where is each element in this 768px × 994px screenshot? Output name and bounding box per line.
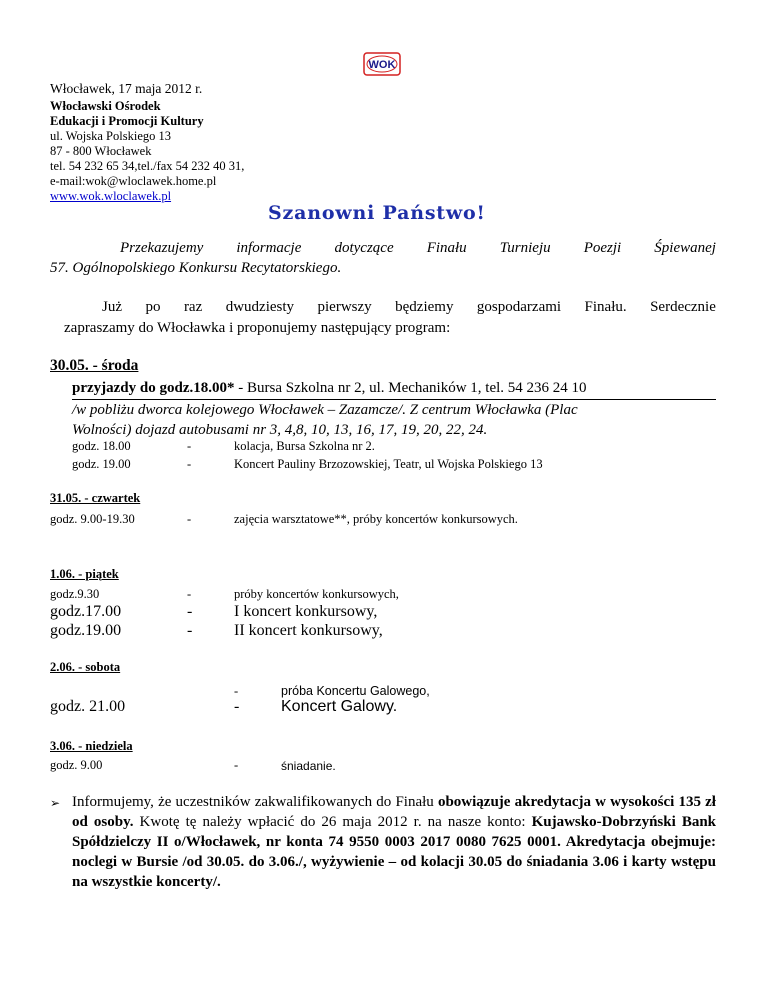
schedule-event: Koncert Pauliny Brzozowskiej, Teatr, ul Wojska Polskiego 13 xyxy=(234,457,543,471)
schedule-time: godz.17.00 xyxy=(50,603,122,620)
accreditation-text-2: Kwotę tę należy wpłacić do 26 maja 2012 r. na nasze konto: xyxy=(133,814,532,830)
schedule-event: śniadanie. xyxy=(281,759,336,773)
schedule-event: próby koncertów konkursowych, xyxy=(234,587,399,601)
word: Przekazujemy xyxy=(120,240,204,256)
arrival-sep: - xyxy=(234,380,247,396)
schedule-event: II koncert konkursowy, xyxy=(234,622,383,639)
word: pierwszy xyxy=(317,299,372,315)
word: Turnieju xyxy=(499,240,551,256)
word: po xyxy=(145,299,161,315)
schedule-dash: - xyxy=(187,512,192,526)
accreditation-text xyxy=(50,792,716,892)
day1-heading: 30.05. - środa xyxy=(50,357,139,374)
schedule-dash: - xyxy=(234,698,240,715)
invitation-line-2: zapraszamy do Włocławka i proponujemy następujący program: xyxy=(64,320,451,336)
directions-line-2: Wolności) dojazd autobusami nr 3, 4,8, 10, 13, 16, 17, 19, 20, 22, 24. xyxy=(72,422,488,438)
schedule-event: zajęcia warsztatowe**, próby koncertów konkursowych. xyxy=(234,512,518,526)
arrival-line xyxy=(72,378,716,400)
intro-line-2: 57. Ogólnopolskiego Konkursu Recytatorskiego. xyxy=(50,260,342,276)
schedule-dash: - xyxy=(187,439,192,453)
word: raz xyxy=(183,299,203,315)
day5-heading: 3.06. - niedziela xyxy=(50,739,133,753)
word: dwudziesty xyxy=(225,299,295,315)
schedule-dash: - xyxy=(187,622,193,639)
day3-heading: 1.06. - piątek xyxy=(50,567,119,581)
sender-block xyxy=(50,80,244,204)
accreditation-fee: obowiązuje akredytacja w wysokości 135 zł od osoby. xyxy=(72,794,716,830)
arrival-place: Bursa Szkolna nr 2, ul. Mechaników 1, tel. 54 236 24 10 xyxy=(247,380,587,396)
word: Poezji xyxy=(583,240,622,256)
schedule-event: Koncert Galowy. xyxy=(281,698,398,715)
arrival-deadline: przyjazdy do godz.18.00* xyxy=(72,380,235,396)
place-date: Włocławek, 17 maja 2012 r. xyxy=(50,81,203,96)
org-street: ul. Wojska Polskiego 13 xyxy=(50,129,171,143)
accreditation-paragraph xyxy=(50,792,716,892)
bullet-arrow-icon: ➢ xyxy=(50,796,61,810)
word: Serdecznie xyxy=(650,299,716,315)
invitation-paragraph xyxy=(64,297,716,339)
org-email: e-mail:wok@wloclawek.home.pl xyxy=(50,174,217,188)
word: będziemy xyxy=(395,299,454,315)
schedule-event: próba Koncertu Galowego, xyxy=(281,684,430,698)
schedule-dash: - xyxy=(234,684,239,698)
schedule-time: godz.19.00 xyxy=(50,622,122,639)
schedule-dash: - xyxy=(187,587,192,601)
schedule-time: godz. 18.00 xyxy=(72,439,131,453)
schedule-event: I koncert konkursowy, xyxy=(234,603,378,620)
accreditation-text-1: Informujemy, że uczestników zakwalifikowanych do Finału xyxy=(72,794,438,810)
day4-heading: 2.06. - sobota xyxy=(50,660,121,674)
accreditation-account: Kujawsko-Dobrzyński Bank Spółdzielczy II o/Włocławek, nr konta 74 9550 0003 2017 0080 7625 0001. Akredytacja obejmuje: noclegi w Bursie /od 30.05. do 3.06./, wyżywienie – od kolacji 30.05 do śniadania 3.06 i karty wstępu na wszystkie koncerty/. xyxy=(72,814,717,890)
schedule-time: godz. 21.00 xyxy=(50,698,126,715)
schedule-dash: - xyxy=(187,457,192,471)
directions-line-1: /w pobliżu dworca kolejowego Włocławek – Zazamcze/. Z centrum Włocławka (Plac xyxy=(72,401,578,418)
greeting-heading: Szanowni Państwo! xyxy=(268,202,486,224)
wok-logo xyxy=(363,52,401,76)
org-phone: tel. 54 232 65 34,tel./fax 54 232 40 31, xyxy=(50,159,245,173)
schedule-time: godz.9.30 xyxy=(50,587,100,601)
word: Finału. xyxy=(584,299,627,315)
word: gospodarzami xyxy=(476,299,562,315)
schedule-event: kolacja, Bursa Szkolna nr 2. xyxy=(234,439,375,453)
org-name-1: Włocławski Ośrodek xyxy=(50,99,161,113)
schedule-time: godz. 19.00 xyxy=(72,457,131,471)
org-postal: 87 - 800 Włocławek xyxy=(50,144,152,158)
arrival-info xyxy=(72,378,716,441)
word: Śpiewanej xyxy=(654,240,716,256)
schedule-time: godz. 9.00 xyxy=(50,758,103,772)
word: Już xyxy=(102,299,122,315)
invitation-line-1 xyxy=(64,297,716,318)
intro-line-1 xyxy=(50,238,716,258)
word: Finału xyxy=(426,240,467,256)
schedule-dash: - xyxy=(234,758,239,772)
word: dotyczące xyxy=(334,240,394,256)
schedule-dash: - xyxy=(187,603,193,620)
intro-paragraph xyxy=(50,238,716,278)
org-name-2: Edukacji i Promocji Kultury xyxy=(50,114,204,128)
org-website-link[interactable]: www.wok.wloclawek.pl xyxy=(50,189,172,203)
word: informacje xyxy=(236,240,302,256)
day2-heading: 31.05. - czwartek xyxy=(50,491,141,505)
wok-logo-icon xyxy=(363,52,401,76)
schedule-time: godz. 9.00-19.30 xyxy=(50,512,135,526)
svg-text:WOK: WOK xyxy=(368,59,396,71)
